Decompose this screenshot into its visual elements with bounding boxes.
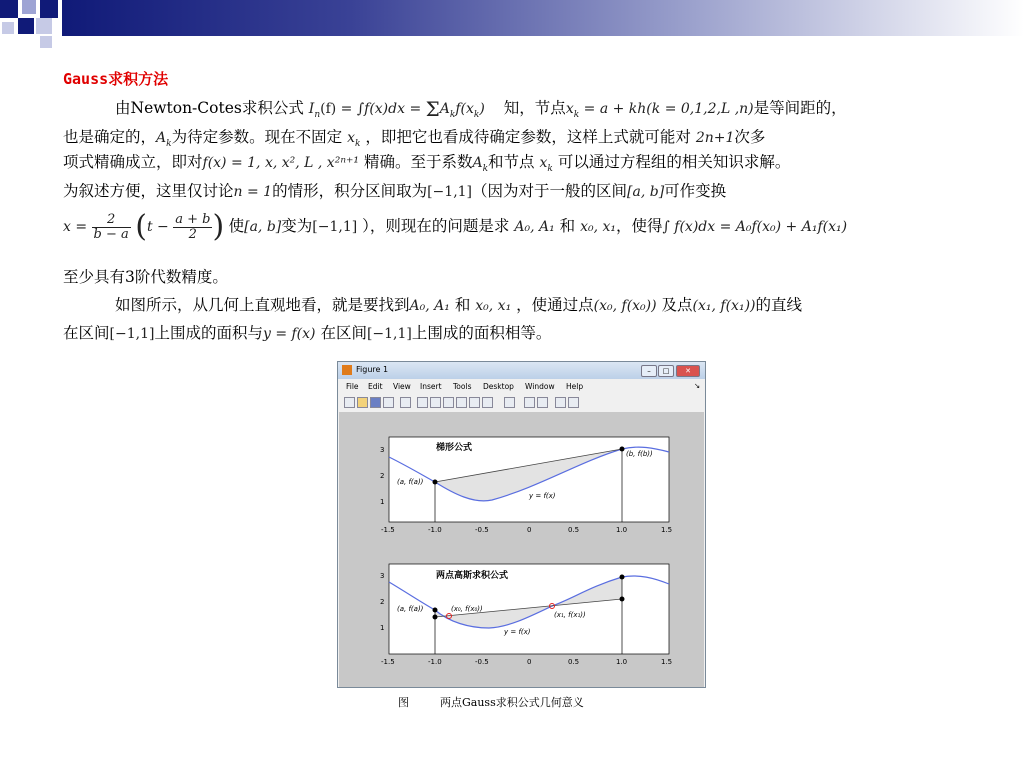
point-a	[433, 608, 438, 613]
formula-ak: $A_k$	[472, 155, 489, 174]
formula-ak: $A_k$	[156, 130, 172, 149]
text: 的情形，积分区间取为	[272, 182, 428, 200]
text: 上围成的面积与	[154, 324, 263, 342]
plot2-label-a: (a, f(a))	[397, 605, 424, 613]
text: 次多	[734, 128, 766, 146]
plot-area	[339, 412, 704, 687]
formula-nodes: x₀, x₁	[580, 219, 617, 235]
brush-icon[interactable]	[482, 397, 493, 408]
xtick: -1.5	[381, 526, 395, 534]
text: 变为	[281, 217, 313, 235]
plot2-label-x1: (x₁, f(x₁))	[554, 611, 586, 619]
hide-plot-tools-icon[interactable]	[555, 397, 566, 408]
menu-desktop[interactable]: Desktop	[483, 382, 514, 391]
point-a	[433, 480, 438, 485]
text-line-6: 至少具有3阶代数精度。	[63, 268, 228, 286]
menu-view[interactable]: View	[393, 382, 411, 391]
formula-point-x1: (x₁, f(x₁))	[692, 298, 756, 314]
figure-window	[337, 361, 706, 688]
formula-polynomials: f(x) = 1, x, x², L , x²ⁿ⁺¹	[202, 155, 359, 171]
text: 和	[454, 296, 471, 314]
text: 在区间	[63, 324, 110, 342]
text: 精确。至于系数	[363, 153, 473, 171]
text: 为叙述方便，这里仅讨论	[63, 182, 234, 200]
text-line-5	[63, 206, 847, 248]
xtick: 0	[527, 658, 532, 666]
plot2-title: 两点高斯求积公式	[436, 571, 509, 581]
pan-icon[interactable]	[443, 397, 454, 408]
point-line-end	[620, 597, 625, 602]
minimize-icon[interactable]: –	[641, 365, 657, 377]
text: ，即把它也看成待确定参数，这样上式就可能对	[365, 128, 691, 146]
formula-transform: x = $\frac{2}{b - a}$ (t − $\frac{a + b}{2}$ )	[63, 209, 225, 244]
xtick: -1.0	[428, 526, 442, 534]
xtick: -0.5	[475, 658, 489, 666]
formula-point-x0: (x₀, f(x₀))	[593, 298, 657, 314]
deco-square	[40, 36, 52, 48]
text: 及点	[661, 296, 693, 314]
point-b	[620, 447, 625, 452]
xtick: 0.5	[568, 526, 580, 534]
data-cursor-icon[interactable]	[469, 397, 480, 408]
ytick: 3	[380, 446, 385, 454]
show-plot-tools-icon[interactable]	[568, 397, 579, 408]
gauss-plots-svg	[339, 412, 704, 687]
menu-file[interactable]: File	[346, 382, 359, 391]
open-icon[interactable]	[357, 397, 368, 408]
formula-xk: $x_k$	[347, 130, 361, 149]
text-line-7	[63, 294, 802, 317]
link-icon[interactable]	[504, 397, 515, 408]
text: 的直线	[755, 296, 803, 314]
legend-icon[interactable]	[537, 397, 548, 408]
text-line-8	[63, 322, 551, 345]
save-icon[interactable]	[370, 397, 381, 408]
text: 使	[228, 217, 245, 235]
deco-square	[40, 0, 58, 18]
header-decoration	[0, 0, 1024, 40]
deco-square	[18, 18, 34, 34]
ytick: 2	[380, 472, 385, 480]
close-icon[interactable]: ✕	[676, 365, 700, 377]
text: 由Newton-Cotes求积公式	[115, 99, 304, 117]
xtick: 1.5	[661, 526, 673, 534]
figure-titlebar	[338, 362, 705, 379]
xtick: 0.5	[568, 658, 580, 666]
formula-nodes: $x_k = a + kh(k = 0,1,2,L$ ,n)	[565, 101, 754, 120]
figure-menubar	[338, 380, 705, 394]
rotate-icon[interactable]	[456, 397, 467, 408]
menu-insert[interactable]: Insert	[420, 382, 442, 391]
formula-interval-ab: [a, b]	[627, 184, 665, 200]
maximize-icon[interactable]: □	[658, 365, 674, 377]
zoom-out-icon[interactable]	[430, 397, 441, 408]
menu-tools[interactable]: Tools	[453, 382, 472, 391]
formula-function: y = f(x)	[262, 326, 316, 342]
text: （因为对于一般的区间	[472, 182, 628, 200]
formula-xk: $x_k$	[539, 155, 553, 174]
ytick: 3	[380, 572, 385, 580]
new-figure-icon[interactable]	[344, 397, 355, 408]
formula-gauss: ∫ f(x)dx = A₀f(x₀) + A₁f(x₁)	[662, 219, 848, 235]
figure-toolbar	[342, 396, 702, 410]
text: 是等间距的，	[753, 99, 847, 117]
xtick: -1.5	[381, 658, 395, 666]
print-icon[interactable]	[383, 397, 394, 408]
page-title: Gauss求积方法	[63, 70, 169, 88]
formula-coefficients: A₀, A₁	[409, 298, 450, 314]
xtick: -0.5	[475, 526, 489, 534]
xtick: 1.0	[616, 658, 628, 666]
text: 可作变换	[664, 182, 727, 200]
formula-interval: [−1,1]	[312, 219, 358, 235]
formula-interval: [−1,1]	[366, 326, 412, 342]
menu-help[interactable]: Help	[566, 382, 584, 391]
text: 项式精确成立，即对	[63, 153, 203, 171]
point-line-start	[433, 615, 438, 620]
plot1-label-b: (b, f(b))	[626, 450, 653, 458]
text: 知，节点	[503, 99, 566, 117]
plot1-title: 梯形公式	[436, 443, 473, 453]
plot1-label-a: (a, f(a))	[397, 478, 424, 486]
colorbar-icon[interactable]	[524, 397, 535, 408]
ytick: 1	[380, 624, 385, 632]
xtick: 0	[527, 526, 532, 534]
plot2-label-y: y = f(x)	[504, 628, 531, 636]
header-gradient-bar	[62, 0, 1024, 36]
figure-title: Figure 1	[356, 365, 389, 374]
deco-square	[0, 0, 18, 18]
formula-coefficients: A₀, A₁	[514, 219, 555, 235]
formula-nodes: x₀, x₁	[475, 298, 512, 314]
text: 和节点	[488, 153, 535, 171]
formula-newton-cotes: $I_n(f) = \int f(x)dx = \Sigma A_kf(x_k)$	[308, 97, 485, 121]
deco-square	[22, 0, 36, 14]
formula-interval-ab: [a, b]	[244, 219, 282, 235]
ytick: 1	[380, 498, 385, 506]
text: 上围成的面积相等。	[411, 324, 552, 342]
text: 也是确定的，	[63, 128, 157, 146]
text: 可以通过方程组的相关知识求解。	[557, 153, 791, 171]
text: ），则现在的问题是求	[362, 217, 510, 235]
formula-interval: [−1,1]	[109, 326, 155, 342]
xtick: 1.0	[616, 526, 628, 534]
ytick: 2	[380, 598, 385, 606]
menu-edit[interactable]: Edit	[368, 382, 383, 391]
matlab-logo-icon	[342, 365, 352, 375]
zoom-in-icon[interactable]	[417, 397, 428, 408]
text: ，使得	[616, 217, 663, 235]
edit-plot-icon[interactable]	[400, 397, 411, 408]
text: ，使通过点	[516, 296, 594, 314]
plot2-label-x0: (x₀, f(x₀))	[451, 605, 483, 613]
figure-caption-prefix: 图	[398, 696, 409, 709]
text-line-3	[63, 151, 790, 180]
formula-n1: n = 1	[233, 184, 273, 200]
formula-interval: [−1,1]	[427, 184, 473, 200]
menu-window[interactable]: Window	[525, 382, 555, 391]
figure-caption: 两点Gauss求积公式几何意义	[440, 696, 584, 709]
dock-arrow-icon[interactable]: ↘	[694, 381, 701, 390]
formula-2n1: 2n+1	[695, 130, 735, 146]
deco-square	[36, 18, 52, 34]
deco-square	[2, 22, 14, 34]
text-line-4	[63, 180, 726, 203]
text-line-1	[63, 97, 847, 126]
xtick: -1.0	[428, 658, 442, 666]
text: 为待定参数。现在不固定	[171, 128, 343, 146]
point-b	[620, 575, 625, 580]
plot1-label-y: y = f(x)	[529, 492, 556, 500]
text: 和	[559, 217, 576, 235]
xtick: 1.5	[661, 658, 673, 666]
text: 在区间	[320, 324, 367, 342]
text: 如图所示，从几何上直观地看，就是要找到	[115, 296, 410, 314]
